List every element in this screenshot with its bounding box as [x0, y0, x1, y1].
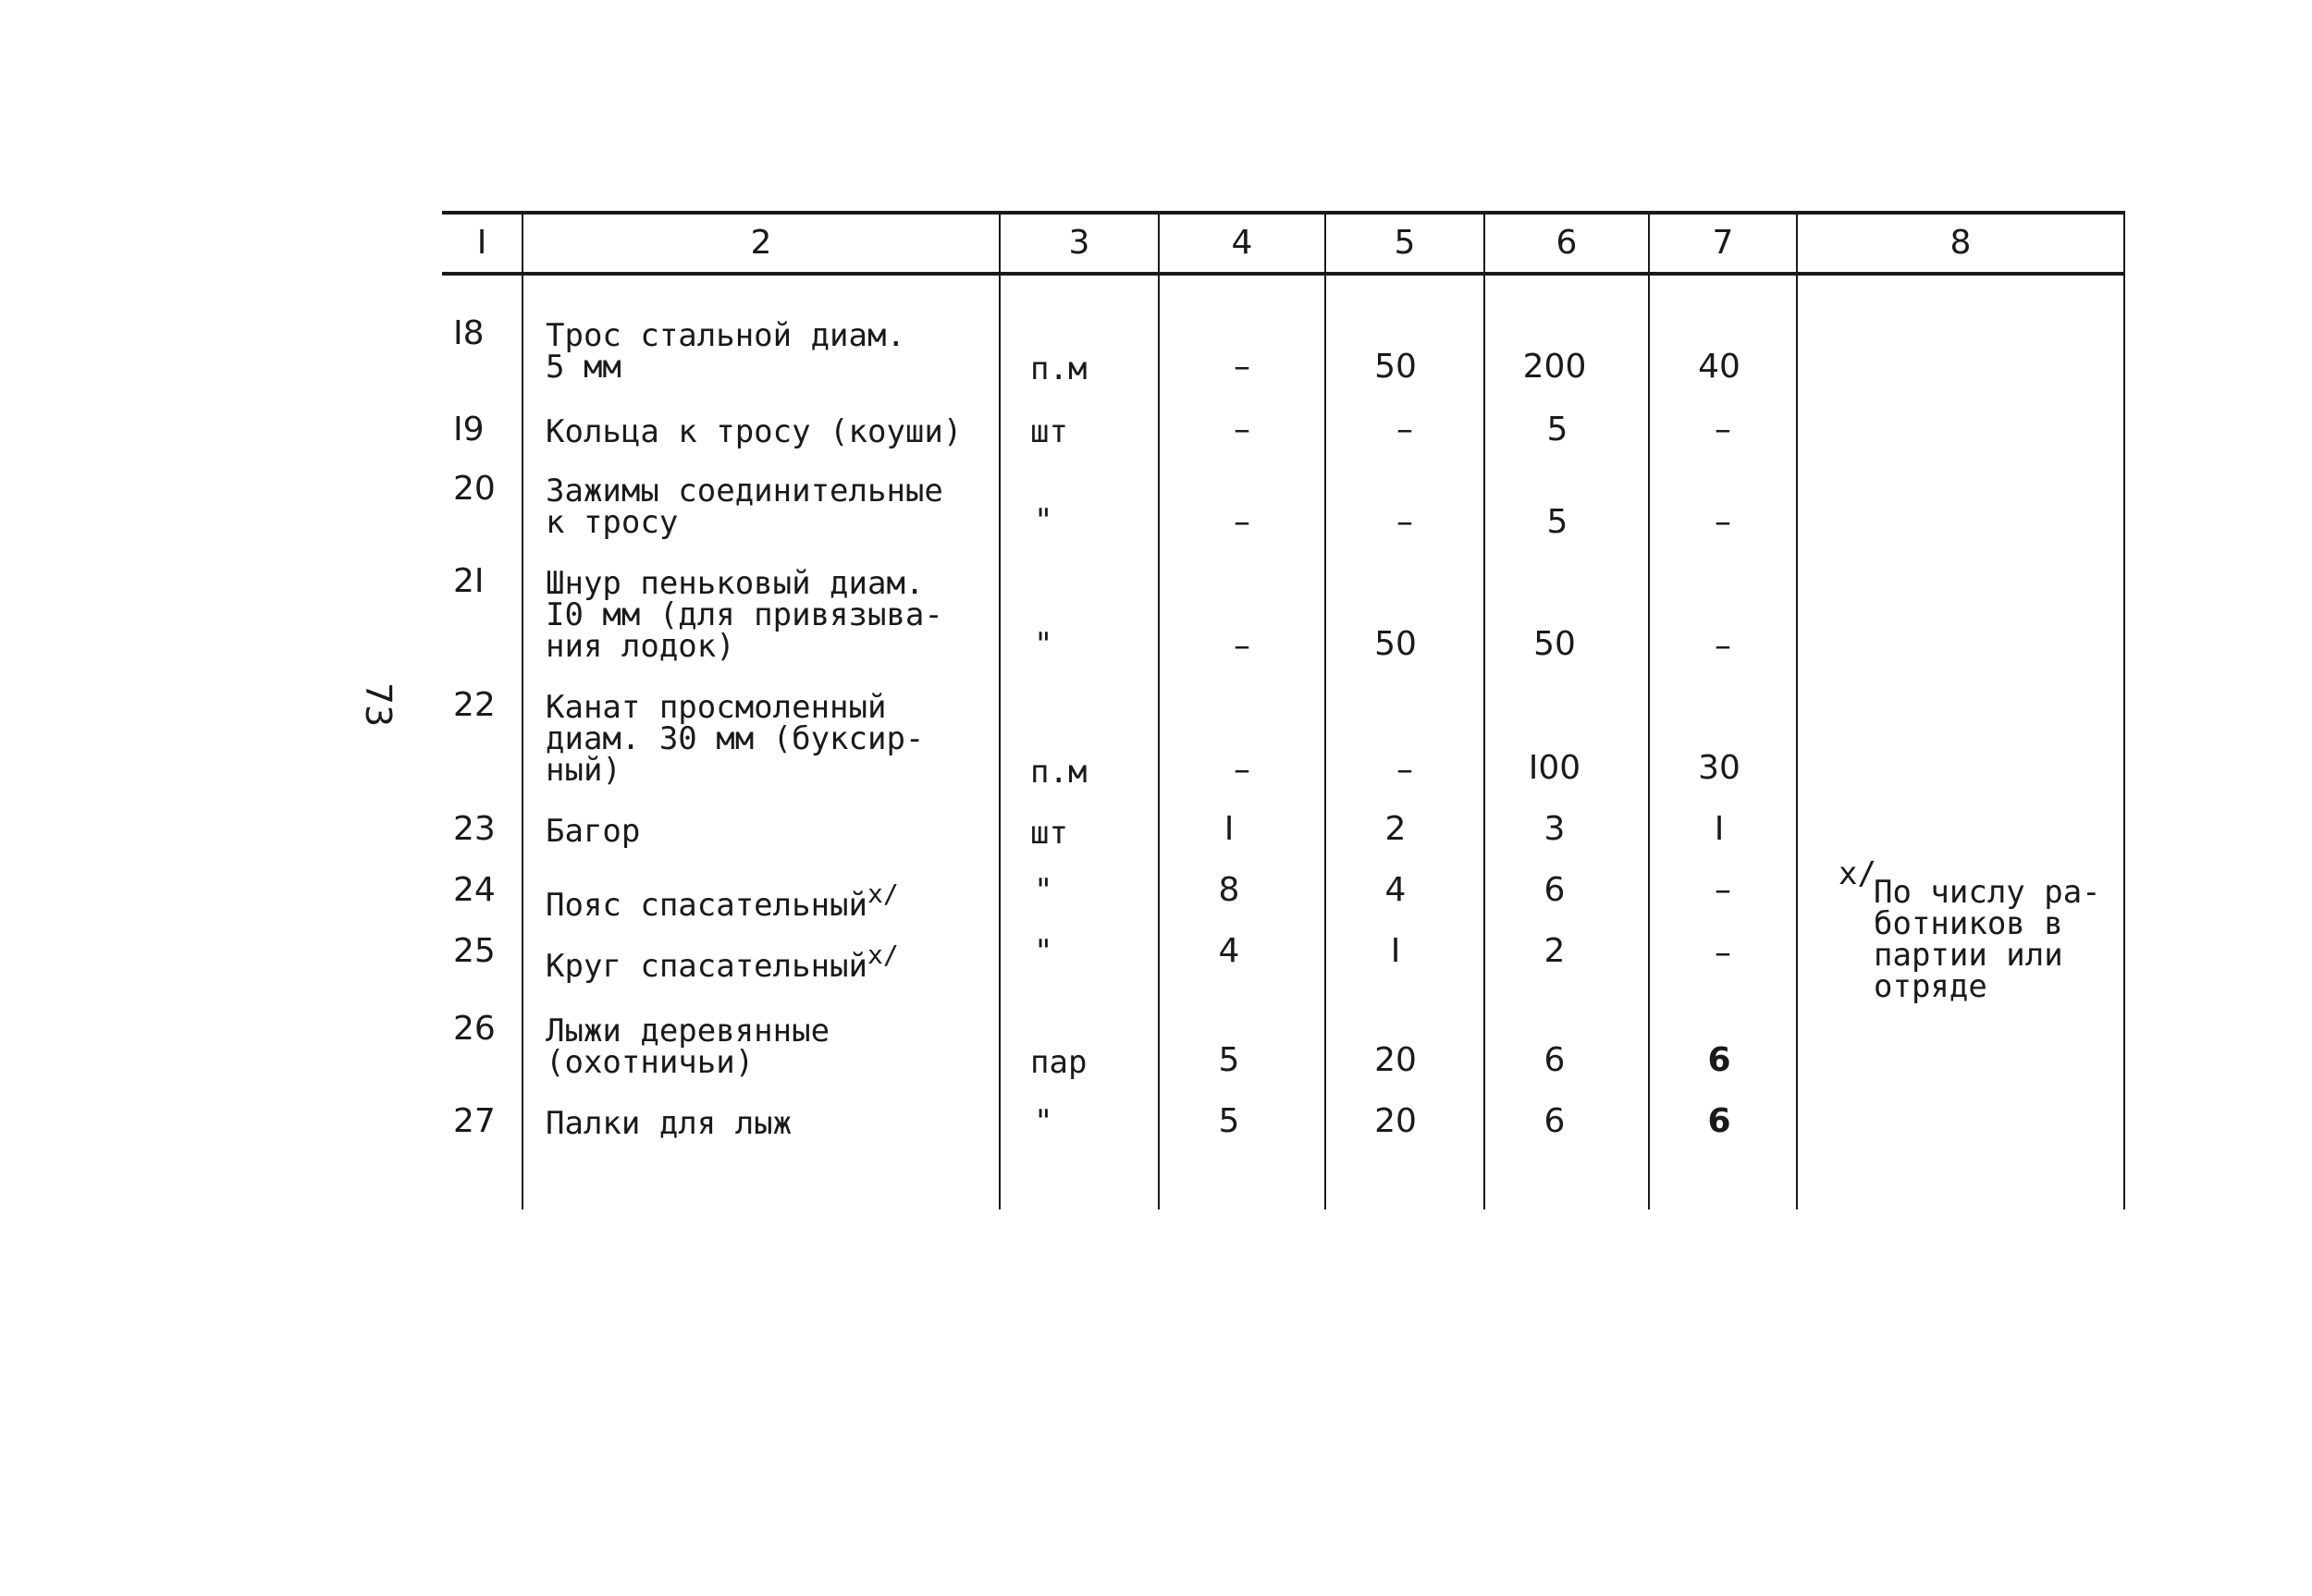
value-cell: –: [1234, 503, 1250, 541]
column-divider: [522, 211, 523, 1209]
value-cell: –: [1715, 627, 1731, 665]
item-name-line: Трос стальной диам.: [546, 317, 905, 354]
row-number: 20: [453, 470, 496, 508]
column-divider: [1796, 211, 1798, 1209]
footnote-line: отряде: [1874, 968, 1987, 1005]
item-name-line: Зажимы соединительные: [546, 473, 943, 509]
row-number: 23: [453, 810, 496, 848]
footnote-marker: x/: [1839, 855, 1876, 892]
unit-cell: п.м: [1030, 754, 1088, 791]
column-divider: [2123, 211, 2125, 1209]
value-cell: 6: [1543, 1041, 1566, 1079]
item-name-text: Пояс спасательный: [546, 887, 867, 924]
footnote-line: партии или: [1874, 937, 2063, 974]
row-number: 26: [453, 1010, 496, 1048]
value-cell: –: [1715, 411, 1731, 448]
value-cell: –: [1234, 348, 1250, 386]
value-cell: 5: [1546, 503, 1568, 541]
value-cell: 50: [1374, 348, 1417, 386]
value-cell: –: [1396, 751, 1413, 789]
value-cell: 20: [1374, 1041, 1417, 1079]
value-cell: –: [1396, 503, 1413, 541]
row-number: 27: [453, 1102, 496, 1140]
row-number: 2I: [453, 562, 485, 600]
unit-cell: шт: [1030, 413, 1068, 450]
value-cell: 3: [1543, 810, 1566, 848]
value-cell: 4: [1218, 932, 1240, 970]
value-cell: 40: [1698, 348, 1740, 386]
value-cell: 6: [1543, 871, 1566, 909]
item-name-line: Кольца к тросу (коуши): [546, 413, 963, 450]
row-number: 24: [453, 871, 496, 909]
value-cell: I: [1714, 810, 1725, 848]
value-cell: –: [1715, 871, 1731, 909]
item-name-line: [546, 939, 899, 985]
page-number: 73: [358, 681, 400, 728]
value-cell: 6: [1707, 1041, 1731, 1079]
value-cell: 8: [1218, 871, 1240, 909]
value-cell: 2: [1543, 932, 1566, 970]
value-cell: –: [1234, 411, 1250, 448]
item-name-line: к тросу: [546, 504, 679, 541]
unit-cell: пар: [1030, 1044, 1088, 1081]
value-cell: 4: [1384, 871, 1407, 909]
value-cell: –: [1715, 503, 1731, 541]
unit-cell: ": [1034, 502, 1053, 539]
item-name-line: I0 мм (для привязыва-: [546, 596, 943, 633]
item-name-line: [546, 878, 899, 924]
specification-table: [442, 211, 2125, 1209]
value-cell: –: [1715, 934, 1731, 972]
value-cell: –: [1234, 751, 1250, 789]
value-cell: 6: [1543, 1102, 1566, 1140]
value-cell: –: [1396, 411, 1413, 448]
value-cell: 50: [1533, 625, 1576, 663]
value-cell: –: [1234, 627, 1250, 665]
column-header: I: [476, 224, 487, 262]
item-name-line: (охотничьи): [546, 1044, 755, 1081]
column-header: 8: [1949, 224, 1972, 262]
column-divider: [999, 211, 1001, 1209]
row-number: 25: [453, 932, 496, 970]
item-name-line: 5 мм: [546, 349, 621, 386]
value-cell: 6: [1707, 1102, 1731, 1140]
value-cell: I00: [1528, 749, 1581, 787]
column-header: 7: [1712, 224, 1734, 262]
footnote-line: По числу ра-: [1874, 874, 2101, 911]
footnote-line: ботников в: [1874, 905, 2063, 942]
item-name-text: Круг спасательный: [546, 948, 867, 985]
value-cell: 5: [1218, 1041, 1240, 1079]
column-header: 5: [1394, 224, 1416, 262]
unit-cell: ": [1034, 1103, 1053, 1140]
row-number: I8: [453, 314, 485, 352]
column-header: 3: [1068, 224, 1090, 262]
item-name-line: диам. 30 мм (буксир-: [546, 720, 925, 757]
table-header-rule: [442, 272, 2125, 276]
value-cell: I: [1390, 932, 1401, 970]
column-header: 2: [750, 224, 772, 262]
column-header: 6: [1556, 224, 1578, 262]
item-name-line: Канат просмоленный: [546, 689, 887, 726]
row-number: I9: [453, 411, 485, 448]
value-cell: 5: [1546, 411, 1568, 448]
value-cell: 5: [1218, 1102, 1240, 1140]
item-name-line: Лыжи деревянные: [546, 1013, 830, 1050]
unit-cell: ": [1034, 872, 1053, 909]
column-header: 4: [1231, 224, 1253, 262]
row-number: 22: [453, 686, 496, 724]
unit-cell: ": [1034, 626, 1053, 663]
value-cell: 200: [1522, 348, 1587, 386]
item-name-line: ный): [546, 752, 621, 789]
value-cell: 20: [1374, 1102, 1417, 1140]
value-cell: 2: [1384, 810, 1407, 848]
footnote-marker: x/: [867, 939, 899, 970]
unit-cell: п.м: [1030, 350, 1088, 387]
item-name-line: ния лодок): [546, 628, 735, 665]
footnote-marker: x/: [867, 878, 899, 909]
value-cell: 50: [1374, 625, 1417, 663]
unit-cell: шт: [1030, 815, 1068, 852]
value-cell: 30: [1698, 749, 1740, 787]
value-cell: I: [1224, 810, 1235, 848]
item-name-line: Багор: [546, 813, 641, 850]
item-name-line: Шнур пеньковый диам.: [546, 565, 925, 602]
unit-cell: ": [1034, 933, 1053, 970]
item-name-line: Палки для лыж: [546, 1105, 793, 1142]
